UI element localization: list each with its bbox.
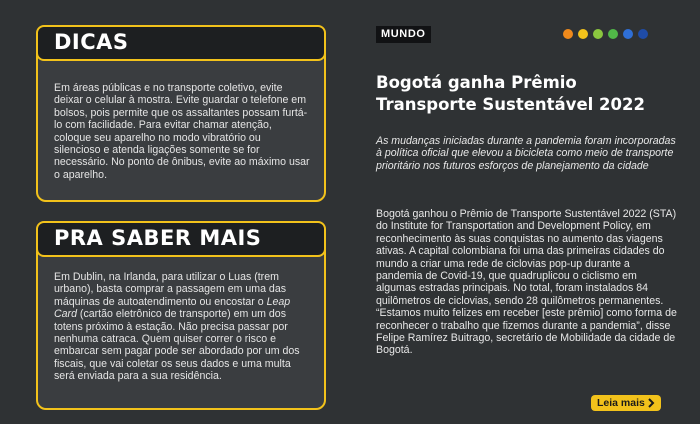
- color-dot: [608, 29, 618, 39]
- color-dot: [593, 29, 603, 39]
- article-body: Bogotá ganhou o Prêmio de Transporte Sustentável 2022 (STA) do Institute for Transportation and Development Policy, em reconhecimento às suas conquistas no aumento das viagens ativas. A capital colombiana foi uma das primeiras cidades do mundo a criar uma rede de ciclovias pop-up durante a pandemia de Covid-19, que quadruplicou o ciclismo em algumas estradas principais. No total, foram instalados 84 quilômetros de ciclovias, sendo 28 quilômetros permanentes. “Estamos muito felizes em receber [este prêmio] como forma de reconhecer o trabalho que fizemos durante a pandemia”, disse Felipe Ramírez Buitrago, secretário de Mobilidade da cidade de Bogotá.: [376, 208, 677, 357]
- dicas-title: DICAS: [36, 25, 326, 61]
- read-more-button[interactable]: [591, 395, 661, 411]
- article-subhead: As mudanças iniciadas durante a pandemia foram incorporadas à política oficial que elevou a bicicleta como meio de transporte prioritário nos futuros esforços de planejamento da cidade: [376, 135, 676, 172]
- color-dot: [578, 29, 588, 39]
- article-headline: Bogotá ganha Prêmio Transporte Sustentável 2022: [376, 73, 645, 114]
- dicas-text: Em áreas públicas e no transporte coletivo, evite deixar o celular à mostra. Evite guardar o telefone em bolsos, pois permite que os assaltantes possam furtá-lo com facilidade. Para evitar chamar atenção, coloque seu aparelho no modo vibratório ou silencioso e atenda ligações somente se for necessário. No ponto de ônibus, evite ao máximo usar o aparelho.: [54, 82, 310, 181]
- color-dots: [563, 29, 648, 39]
- saber-text-part2: (cartão eletrônico de transporte) em um dos totens próximo à estação. Não precisa passar por nenhuma catraca. Quem quiser correr o risco e embarcar sem pagar pode ser abordado por um dos fiscais, que vai coletar os seus dados e uma multa será enviada para a sua residência.: [54, 308, 300, 383]
- saber-text-italic: Leap Card: [54, 295, 291, 321]
- section-tag: MUNDO: [376, 26, 431, 43]
- color-dot: [563, 29, 573, 39]
- saber-text: [54, 271, 310, 383]
- saber-text-part1: Em Dublin, na Irlanda, para utilizar o Luas (trem urbano), basta comprar a passagem em uma das máquinas de autoatendimento ou encostar o: [54, 271, 287, 308]
- saber-title: PRA SABER MAIS: [36, 221, 326, 257]
- read-more-label: Leia mais: [597, 397, 645, 409]
- color-dot: [623, 29, 633, 39]
- color-dot: [638, 29, 648, 39]
- chevron-right-icon: [647, 398, 655, 408]
